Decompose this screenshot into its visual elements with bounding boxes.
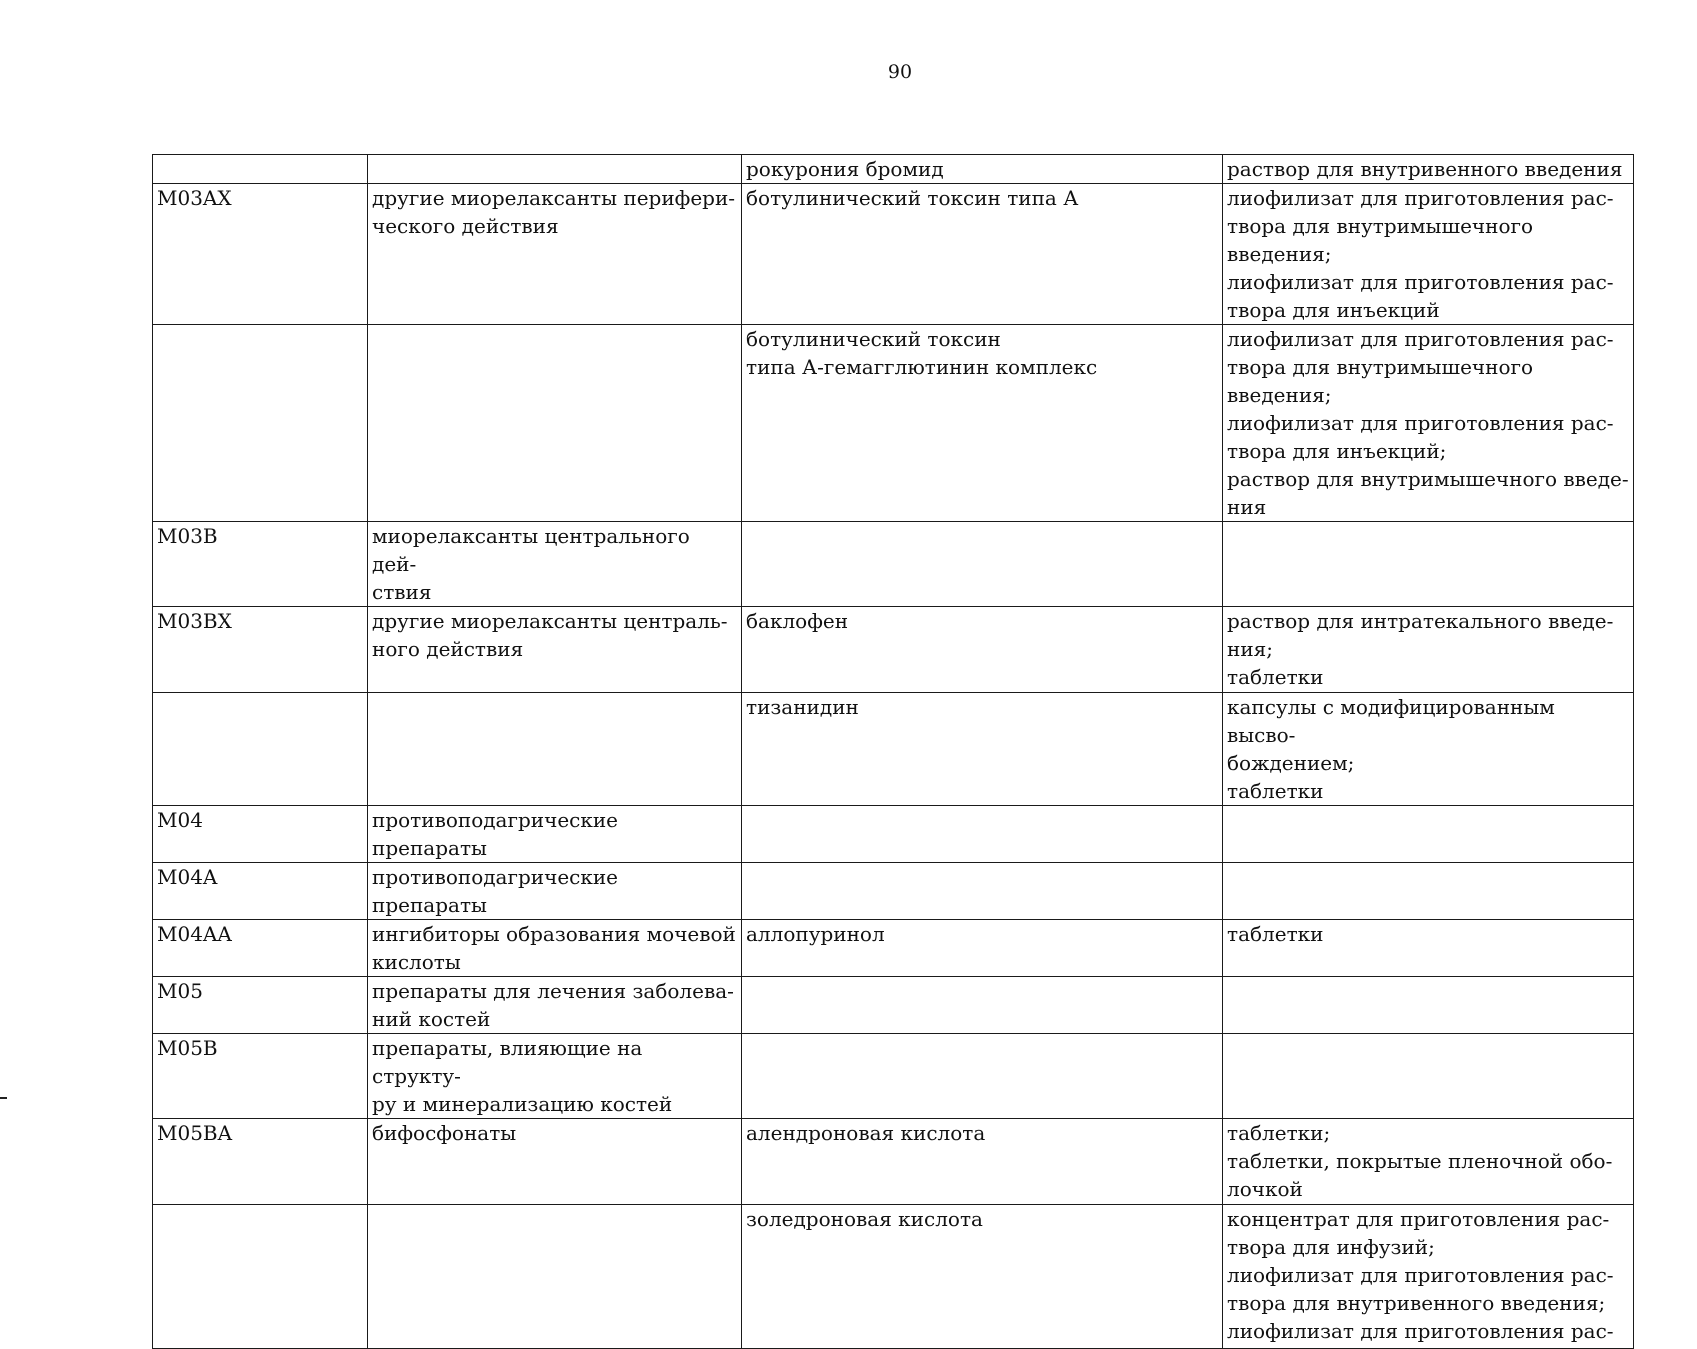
table-row xyxy=(153,1119,1634,1205)
drug-group-cell xyxy=(368,1205,742,1349)
drug-name-cell xyxy=(742,977,1223,1034)
dosage-form-cell: таблетки xyxy=(1223,920,1634,977)
table-row xyxy=(153,863,1634,920)
dosage-form-cell: раствор для интратекального введе- ния; таблетки xyxy=(1223,607,1634,693)
atc-code-cell xyxy=(153,155,368,184)
dosage-form-cell: раствор для внутривенного введения xyxy=(1223,155,1634,184)
page-number: 90 xyxy=(887,61,913,83)
atc-code-cell: M05BA xyxy=(153,1119,368,1205)
drug-group-cell: противоподагрические препараты xyxy=(368,806,742,863)
drug-group-cell: бифосфонаты xyxy=(368,1119,742,1205)
drug-name-cell: золедроновая кислота xyxy=(742,1205,1223,1349)
drug-name-cell xyxy=(742,1034,1223,1119)
drug-group-cell: противоподагрические препараты xyxy=(368,863,742,920)
drug-group-cell xyxy=(368,325,742,522)
drug-group-cell xyxy=(368,693,742,806)
drug-group-cell: миорелаксанты центрального дей- ствия xyxy=(368,522,742,607)
dosage-form-cell xyxy=(1223,522,1634,607)
drug-name-cell: баклофен xyxy=(742,607,1223,693)
drug-name-cell: тизанидин xyxy=(742,693,1223,806)
table-row xyxy=(153,920,1634,977)
table-row xyxy=(153,607,1634,693)
atc-code-cell: M04AA xyxy=(153,920,368,977)
table-row xyxy=(153,1205,1634,1349)
medication-table xyxy=(152,154,1634,1349)
atc-code-cell: M03BX xyxy=(153,607,368,693)
dosage-form-cell: лиофилизат для приготовления рас- твора для внутримышечного введения; лиофилизат для приготовления рас- твора для инъекций; раствор для внутримышечного введе- ния xyxy=(1223,325,1634,522)
table-row xyxy=(153,1034,1634,1119)
table-row xyxy=(153,522,1634,607)
atc-code-cell: M04 xyxy=(153,806,368,863)
table-row xyxy=(153,977,1634,1034)
atc-code-cell xyxy=(153,693,368,806)
drug-group-cell: другие миорелаксанты централь- ного действия xyxy=(368,607,742,693)
dosage-form-cell xyxy=(1223,806,1634,863)
drug-name-cell: алендроновая кислота xyxy=(742,1119,1223,1205)
dosage-form-cell: таблетки; таблетки, покрытые пленочной обо- лочкой xyxy=(1223,1119,1634,1205)
dosage-form-cell: концентрат для приготовления рас- твора для инфузий; лиофилизат для приготовления рас- твора для внутривенного введения; лиофилизат для приготовления рас- xyxy=(1223,1205,1634,1349)
atc-code-cell: M05B xyxy=(153,1034,368,1119)
table-row xyxy=(153,693,1634,806)
drug-name-cell: ботулинический токсин типа А xyxy=(742,184,1223,325)
margin-mark xyxy=(0,1097,7,1099)
atc-code-cell xyxy=(153,325,368,522)
atc-code-cell: M03B xyxy=(153,522,368,607)
dosage-form-cell xyxy=(1223,863,1634,920)
drug-group-cell xyxy=(368,155,742,184)
table-row xyxy=(153,184,1634,325)
drug-name-cell: аллопуринол xyxy=(742,920,1223,977)
atc-code-cell: M03AX xyxy=(153,184,368,325)
drug-group-cell: препараты, влияющие на структу- ру и минерализацию костей xyxy=(368,1034,742,1119)
table-row xyxy=(153,806,1634,863)
drug-name-cell xyxy=(742,522,1223,607)
dosage-form-cell: лиофилизат для приготовления рас- твора для внутримышечного введения; лиофилизат для приготовления рас- твора для инъекций xyxy=(1223,184,1634,325)
table-row xyxy=(153,325,1634,522)
dosage-form-cell: капсулы с модифицированным высво- бождением; таблетки xyxy=(1223,693,1634,806)
atc-code-cell xyxy=(153,1205,368,1349)
dosage-form-cell xyxy=(1223,1034,1634,1119)
drug-name-cell: рокурония бромид xyxy=(742,155,1223,184)
table-row xyxy=(153,155,1634,184)
drug-group-cell: ингибиторы образования мочевой кислоты xyxy=(368,920,742,977)
drug-name-cell xyxy=(742,806,1223,863)
drug-name-cell xyxy=(742,863,1223,920)
dosage-form-cell xyxy=(1223,977,1634,1034)
drug-group-cell: препараты для лечения заболева- ний костей xyxy=(368,977,742,1034)
atc-code-cell: M05 xyxy=(153,977,368,1034)
drug-group-cell: другие миорелаксанты перифери- ческого действия xyxy=(368,184,742,325)
atc-code-cell: M04A xyxy=(153,863,368,920)
drug-name-cell: ботулинический токсин типа А-гемагглютинин комплекс xyxy=(742,325,1223,522)
